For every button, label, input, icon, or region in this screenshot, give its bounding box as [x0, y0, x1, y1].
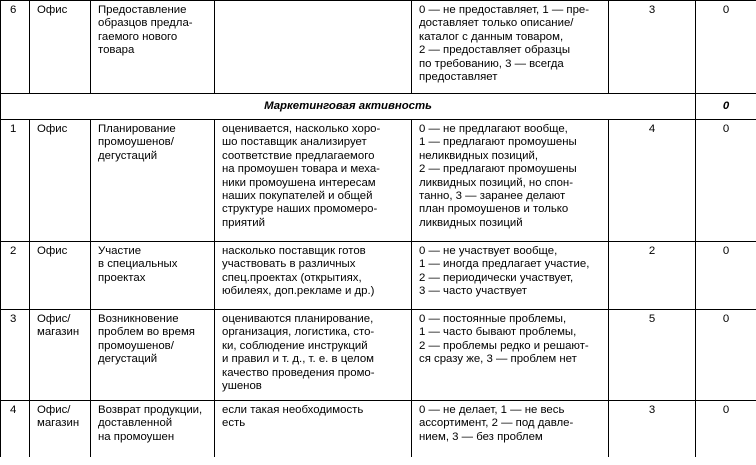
row-criterion: Предоставление образцов предла- гаемого нового товара	[91, 1, 215, 94]
row-place: Офис	[30, 1, 91, 94]
row-weight: 2	[609, 242, 696, 310]
row-place: Офис/ магазин	[30, 310, 91, 401]
row-score: 0	[696, 242, 756, 310]
row-score: 0	[696, 120, 756, 242]
table-row	[1, 401, 756, 458]
row-scale: 0 — не предлагают вообще, 1 — предлагают промоушены неликвидных позиций, 2 — предлагают промоушены ликвидных позиций, но спон- танно, 3 — заранее делают план промоушенов и только ликвидных позиций	[412, 120, 609, 242]
row-description	[215, 1, 412, 94]
section-row	[1, 94, 756, 120]
row-place: Офис/ магазин	[30, 401, 91, 458]
row-scale: 0 — не предоставляет, 1 — пре- доставляет только описание/ каталог с данным товаром, 2 — предоставляет образцы по требованию, 3 — всегда предоставляет	[412, 1, 609, 94]
row-number: 4	[1, 401, 30, 458]
row-scale: 0 — не делает, 1 — не весь ассортимент, 2 — под давле- нием, 3 — без проблем	[412, 401, 609, 458]
row-criterion: Возникновение проблем во время промоушенов/ дегустаций	[91, 310, 215, 401]
row-weight: 3	[609, 401, 696, 458]
row-description: оценивается, насколько хоро- шо поставщик анализирует соответствие предлагаемого на промоушен товара и меха- ники промоушена интересам наших покупателей и общей структуре наших промомеро- приятий	[215, 120, 412, 242]
row-criterion: Участие в специальных проектах	[91, 242, 215, 310]
table-row	[1, 242, 756, 310]
table-row	[1, 120, 756, 242]
row-description: если такая необходимость есть	[215, 401, 412, 458]
section-score: 0	[696, 94, 756, 120]
row-number: 1	[1, 120, 30, 242]
row-weight: 5	[609, 310, 696, 401]
row-number: 6	[1, 1, 30, 94]
row-scale: 0 — постоянные проблемы, 1 — часто бывают проблемы, 2 — проблемы редко и решают- ся сразу же, 3 — проблем нет	[412, 310, 609, 401]
row-number: 2	[1, 242, 30, 310]
row-score: 0	[696, 401, 756, 458]
table-row	[1, 1, 756, 94]
row-place: Офис	[30, 120, 91, 242]
row-place: Офис	[30, 242, 91, 310]
row-score: 0	[696, 1, 756, 94]
row-score: 0	[696, 310, 756, 401]
row-description: насколько поставщик готов участвовать в различных спец.проектах (открытиях, юбилеях, доп.рекламе и др.)	[215, 242, 412, 310]
section-title: Маркетинговая активность	[1, 94, 696, 120]
row-description: оцениваются планирование, организация, логистика, сто- ки, соблюдение инструкций и правил и т. д., т. е. в целом качество проведения промо- ушенов	[215, 310, 412, 401]
table-row	[1, 310, 756, 401]
row-scale: 0 — не участвует вообще, 1 — иногда предлагает участие, 2 — периодически участвует, 3 — часто участвует	[412, 242, 609, 310]
row-weight: 3	[609, 1, 696, 94]
row-criterion: Возврат продукции, доставленной на промоушен	[91, 401, 215, 458]
row-weight: 4	[609, 120, 696, 242]
row-criterion: Планирование промоушенов/ дегустаций	[91, 120, 215, 242]
row-number: 3	[1, 310, 30, 401]
